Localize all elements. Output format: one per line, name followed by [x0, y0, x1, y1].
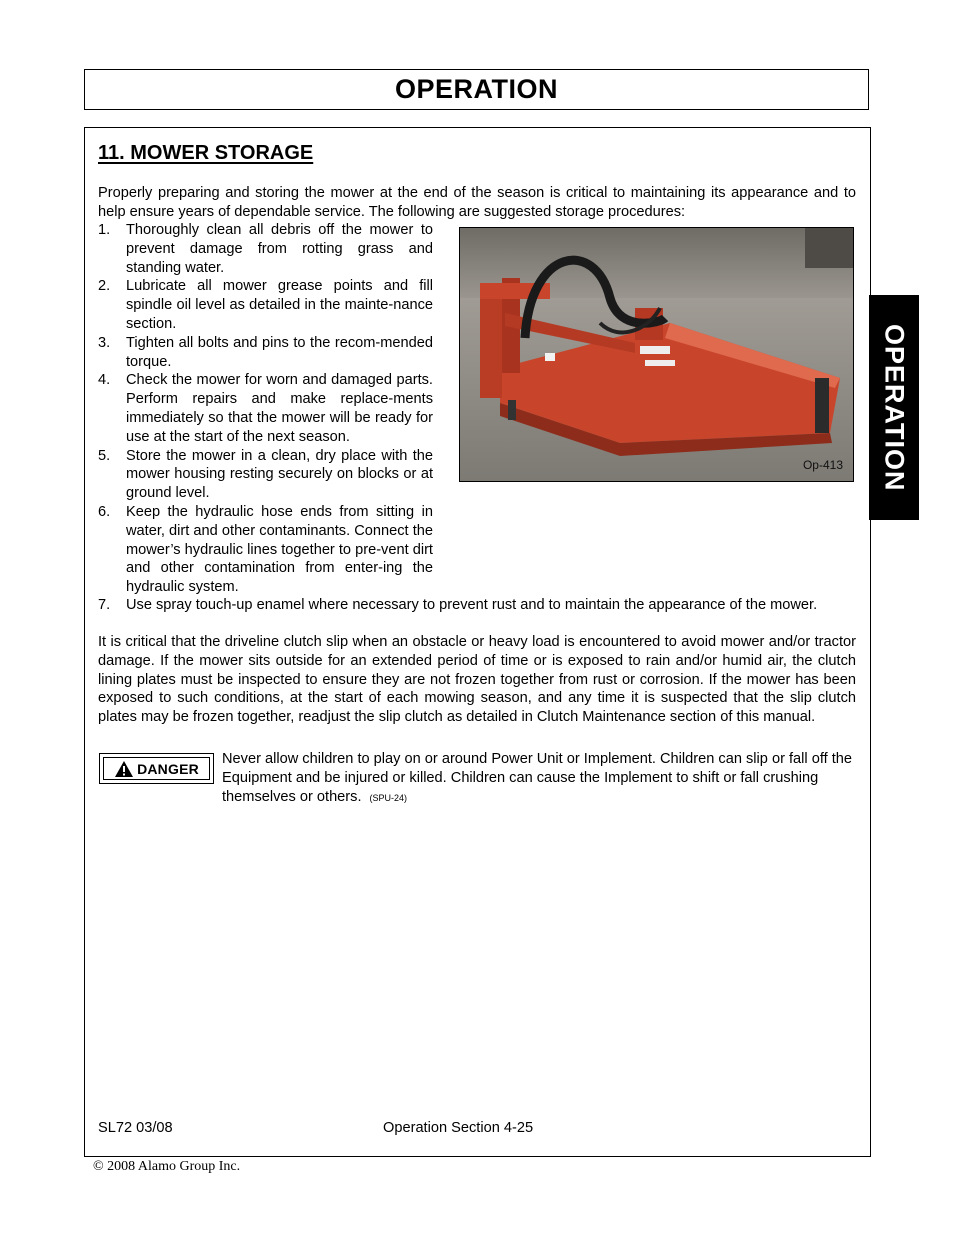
step-number: 2.: [98, 278, 111, 295]
step-number: 3.: [98, 334, 111, 351]
step-text: Thoroughly clean all debris off the mower to prevent damage from rotting grass and standing water.: [126, 222, 433, 276]
step-number: 7.: [98, 597, 111, 613]
step-number: 5.: [98, 447, 111, 464]
section-side-tab: [869, 295, 919, 520]
danger-badge: [99, 753, 214, 784]
danger-code: (SPU-24): [369, 792, 408, 803]
list-item: [98, 371, 433, 446]
list-item: [98, 277, 433, 333]
list-item: [98, 503, 433, 597]
danger-label: DANGER: [137, 760, 199, 777]
step-text: Use spray touch-up enamel where necessary to prevent rust and to maintain the appearance of the mower.: [126, 597, 818, 613]
header-box: [84, 69, 869, 110]
mower-photo: [459, 227, 854, 482]
step-number: 6.: [98, 503, 111, 520]
figure-label: Op-413: [802, 458, 843, 472]
side-tab-label: OPERATION: [879, 323, 910, 492]
footer-page-number: Operation Section 4-25: [383, 1120, 534, 1136]
list-item: [98, 334, 433, 372]
page-title: OPERATION: [394, 74, 558, 104]
warning-triangle-icon: [114, 760, 134, 778]
step-number: 4.: [98, 372, 111, 389]
footer-model-date: SL72 03/08: [98, 1120, 173, 1136]
list-item: [98, 221, 433, 277]
rotary-mower-image: [460, 228, 853, 481]
list-item: [98, 447, 433, 503]
intro-paragraph: Properly preparing and storing the mower at the end of the season is critical to maintaining its appearance and to help ensure years of dependable service. The following are suggested storage procedures:: [98, 185, 856, 220]
copyright-notice: © 2008 Alamo Group Inc.: [93, 1159, 241, 1174]
danger-badge-inner: [103, 757, 210, 780]
step-text: Keep the hydraulic hose ends from sitting in water, dirt and other contaminants. Connect the mower’s hydraulic lines together to pre-vent dirt and other contamination from enter-ing the hydraulic system.: [126, 503, 433, 596]
step-text: Lubricate all mower grease points and fill spindle oil level as detailed in the mainte-nance section.: [126, 278, 433, 332]
step-text: Store the mower in a clean, dry place with the mower housing resting securely on blocks or at ground level.: [126, 447, 433, 502]
step-text: Tighten all bolts and pins to the recom-mended torque.: [126, 334, 433, 370]
danger-message: [222, 750, 856, 807]
clutch-paragraph: It is critical that the driveline clutch slip when an obstacle or heavy load is encountered to avoid mower and/or tractor damage. If the mower sits outside for an extended period of time or is exposed to rain and/or humid air, the clutch lining plates must be inspected to ensure they are not frozen together from rust or corrosion. If the mower has been exposed to such conditions, at the start of each mowing season, and any time it is suspected that the slip clutch plates may be frozen together, readjust the slip clutch as detailed in Clutch Maintenance section of this manual.: [98, 634, 856, 726]
step-text: Check the mower for worn and damaged parts. Perform repairs and make replace-ments immediately so that the mower will be ready for use at the start of the next season.: [126, 372, 433, 445]
section-heading: 11. MOWER STORAGE: [98, 142, 314, 164]
step-number: 1.: [98, 222, 111, 238]
danger-message-text: Never allow children to play on or around Power Unit or Implement. Children can slip or fall off the Equipment and be injured or killed. Children can cause the Implement to shift or fall crushing themselves or others.: [222, 751, 853, 805]
storage-steps-list: [98, 221, 433, 597]
list-item: [98, 596, 856, 615]
